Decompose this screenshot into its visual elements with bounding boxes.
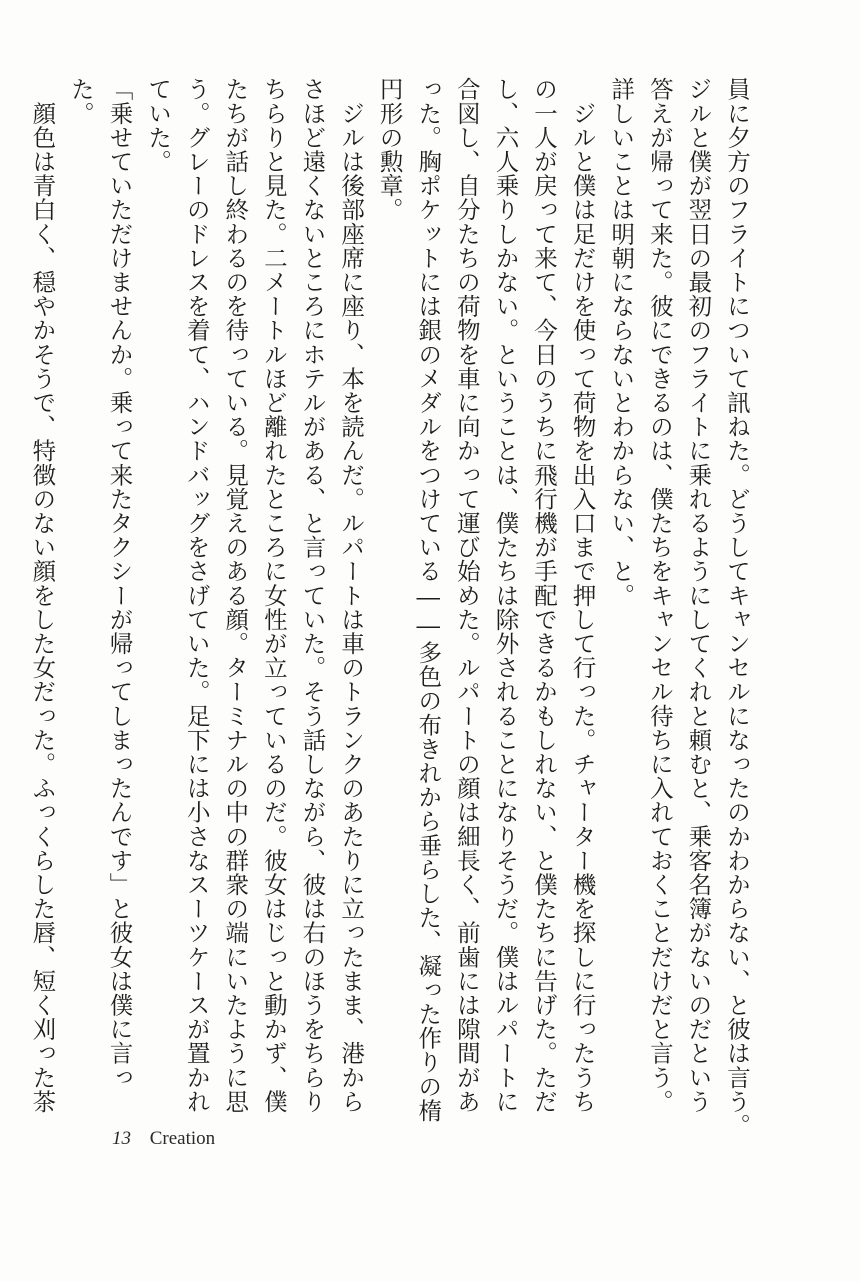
text-line: し、六人乗りしかない。ということは、僕たちは除外されることになりそうだ。僕はルパートに (491, 77, 520, 1114)
text-line: ジルと僕は足だけを使って荷物を出入口まで押して行った。チャーター機を探しに行ったうち (568, 77, 597, 1114)
text-line: 員に夕方のフライトについて訊ねた。どうしてキャンセルになったのかわからない、と彼は言う。 (723, 77, 751, 1138)
page-footer (112, 1128, 215, 1150)
vertical-body-text (28, 77, 756, 1138)
text-line: ていた。 (144, 77, 173, 174)
text-line: たちが話し終わるのを待っている。見覚えのある顔。ターミナルの中の群衆の端にいたように思 (221, 77, 250, 1114)
text-line: 円形の勲章。 (375, 77, 404, 222)
text-line: ちらりと見た。二メートルほど離れたところに女性が立っているのだ。彼女はじっと動かず、僕 (259, 77, 288, 1114)
text-line: った。胸ポケットには銀のメダルをつけている――多色の布きれから垂らした、凝った作りの楕 (414, 77, 443, 1123)
text-line: 合図し、自分たちの荷物を車に向かって運び始めた。ルパートの顔は細長く、前歯には隙間があ (452, 77, 481, 1114)
text-line: の一人が戻って来て、今日のうちに飛行機が手配できるかもしれない、と僕たちに告げた。ただ (530, 77, 559, 1114)
text-line: 顔色は青白く、穏やかそうで、特徴のない顔をした女だった。ふっくらした唇、短く刈った茶 (28, 77, 57, 1114)
page-number: 13 (112, 1128, 131, 1149)
text-line: 詳しいことは明朝にならないとわからない、と。 (607, 77, 636, 608)
text-line: ジルと僕が翌日の最初のフライトに乗れるようにしてくれと頼むと、乗客名簿がないのだという (684, 77, 713, 1114)
text-line: 答えが帰って来た。彼にできるのは、僕たちをキャンセル待ちに入れておくことだけだと言う。 (645, 77, 674, 1114)
text-line: さほど遠くないところにホテルがある、と言っていた。そう話しながら、彼は右のほうをちらり (298, 77, 327, 1114)
text-line: 「乗せていただけませんか。乗って来たタクシーが帰ってしまったんです」と彼女は僕に言っ (105, 77, 134, 1090)
text-line: ジルは後部座席に座り、本を読んだ。ルパートは車のトランクのあたりに立ったまま、港から (337, 77, 366, 1114)
text-line: う。グレーのドレスを着て、ハンドバッグをさげていた。足下には小さなスーツケースが置かれ (182, 77, 211, 1114)
text-line: た。 (66, 77, 95, 126)
running-title: Creation (149, 1128, 216, 1149)
